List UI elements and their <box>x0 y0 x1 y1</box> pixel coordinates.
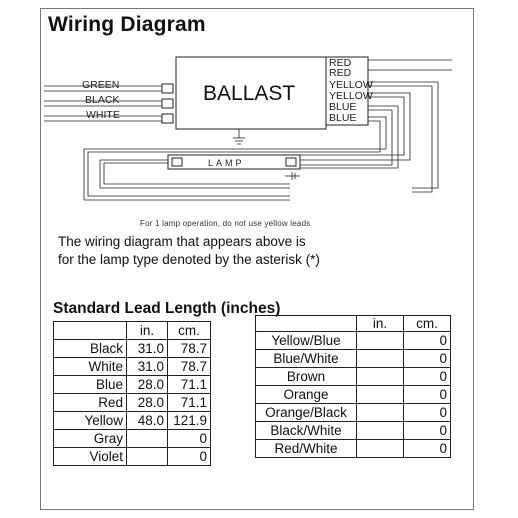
ground-icon <box>233 129 245 144</box>
lead-name: Yellow/Blue <box>256 332 357 350</box>
table-row <box>54 358 211 376</box>
lead-in: 28.0 <box>127 394 168 412</box>
lead-name: Blue <box>54 376 127 394</box>
lead-in <box>357 350 404 368</box>
lead-table-primary <box>53 321 211 466</box>
lead-name: Orange/Black <box>256 404 357 422</box>
lead-cm: 0 <box>404 440 451 458</box>
diagram-description <box>58 233 358 269</box>
description-line-1: The wiring diagram that appears above is <box>58 234 306 249</box>
wire-label-green: GREEN <box>82 79 120 91</box>
lead-in <box>357 368 404 386</box>
lead-in <box>357 332 404 350</box>
lead-name: Brown <box>256 368 357 386</box>
lead-cm: 0 <box>404 350 451 368</box>
table-row <box>54 430 211 448</box>
lead-name: Black/White <box>256 422 357 440</box>
table-row <box>54 394 211 412</box>
lead-in: 31.0 <box>127 340 168 358</box>
wire-label-blue-1: BLUE <box>329 101 357 113</box>
lead-name: Blue/White <box>256 350 357 368</box>
lead-name: Gray <box>54 430 127 448</box>
lead-in: 48.0 <box>127 412 168 430</box>
lead-cm: 0 <box>168 430 211 448</box>
wire-label-yellow-1: YELLOW <box>329 79 373 91</box>
ballast-label: BALLAST <box>203 82 296 105</box>
lead-cm: 121.9 <box>168 412 211 430</box>
lead-in <box>357 404 404 422</box>
lead-in <box>357 422 404 440</box>
table-row <box>256 386 451 404</box>
lead-name: Red/White <box>256 440 357 458</box>
lead-in <box>357 386 404 404</box>
table-row <box>54 448 211 466</box>
lead-cm: 0 <box>404 368 451 386</box>
lead-cm: 0 <box>404 386 451 404</box>
lead-name: Orange <box>256 386 357 404</box>
table-row <box>54 376 211 394</box>
table-header-in: in. <box>127 322 168 340</box>
lead-cm: 78.7 <box>168 340 211 358</box>
lead-cm: 71.1 <box>168 394 211 412</box>
lamp-label: LAMP <box>208 158 245 168</box>
lead-cm: 0 <box>404 404 451 422</box>
table-row <box>54 412 211 430</box>
lead-cm: 0 <box>404 332 451 350</box>
table-header-blank <box>256 316 357 332</box>
lead-in: 28.0 <box>127 376 168 394</box>
lamp-end-right <box>286 158 296 166</box>
lead-in <box>127 430 168 448</box>
lead-name: Red <box>54 394 127 412</box>
table-row <box>256 422 451 440</box>
terminal-green <box>162 84 173 93</box>
terminal-white <box>162 114 173 123</box>
lamp-end-left <box>172 158 182 166</box>
lead-cm: 0 <box>404 422 451 440</box>
lead-cm: 0 <box>168 448 211 466</box>
lead-table-secondary <box>255 315 451 458</box>
table-row <box>54 340 211 358</box>
lead-in <box>357 440 404 458</box>
lead-name: Black <box>54 340 127 358</box>
table-row <box>256 368 451 386</box>
wire-label-red-1: RED <box>329 57 352 69</box>
lamp-note: For 1 lamp operation, do not use yellow leads <box>140 219 311 228</box>
table-header-row <box>256 316 451 332</box>
lead-in: 31.0 <box>127 358 168 376</box>
table-row <box>256 404 451 422</box>
lead-in <box>127 448 168 466</box>
lead-cm: 71.1 <box>168 376 211 394</box>
table-header-blank <box>54 322 127 340</box>
wiring-diagram <box>0 0 518 230</box>
description-line-2: for the lamp type denoted by the asterisk (*) <box>58 252 320 267</box>
terminal-black <box>162 99 173 108</box>
table-header-in: in. <box>357 316 404 332</box>
lead-cm: 78.7 <box>168 358 211 376</box>
table-header-row <box>54 322 211 340</box>
table-row <box>256 440 451 458</box>
lead-name: Violet <box>54 448 127 466</box>
table-header-cm: cm. <box>404 316 451 332</box>
table-row <box>256 350 451 368</box>
lead-name: Yellow <box>54 412 127 430</box>
table-row <box>256 332 451 350</box>
wire-label-yellow-2: YELLOW <box>329 90 373 102</box>
lamp-ground-icon <box>285 172 300 180</box>
wire-label-white: WHITE <box>86 109 120 121</box>
lead-length-title: Standard Lead Length (inches) <box>53 300 281 317</box>
wire-label-black: BLACK <box>85 94 120 106</box>
wire-label-red-2: RED <box>329 67 352 79</box>
page-title: Wiring Diagram <box>48 13 206 36</box>
wire-label-blue-2: BLUE <box>329 112 357 124</box>
lead-name: White <box>54 358 127 376</box>
table-header-cm: cm. <box>168 322 211 340</box>
